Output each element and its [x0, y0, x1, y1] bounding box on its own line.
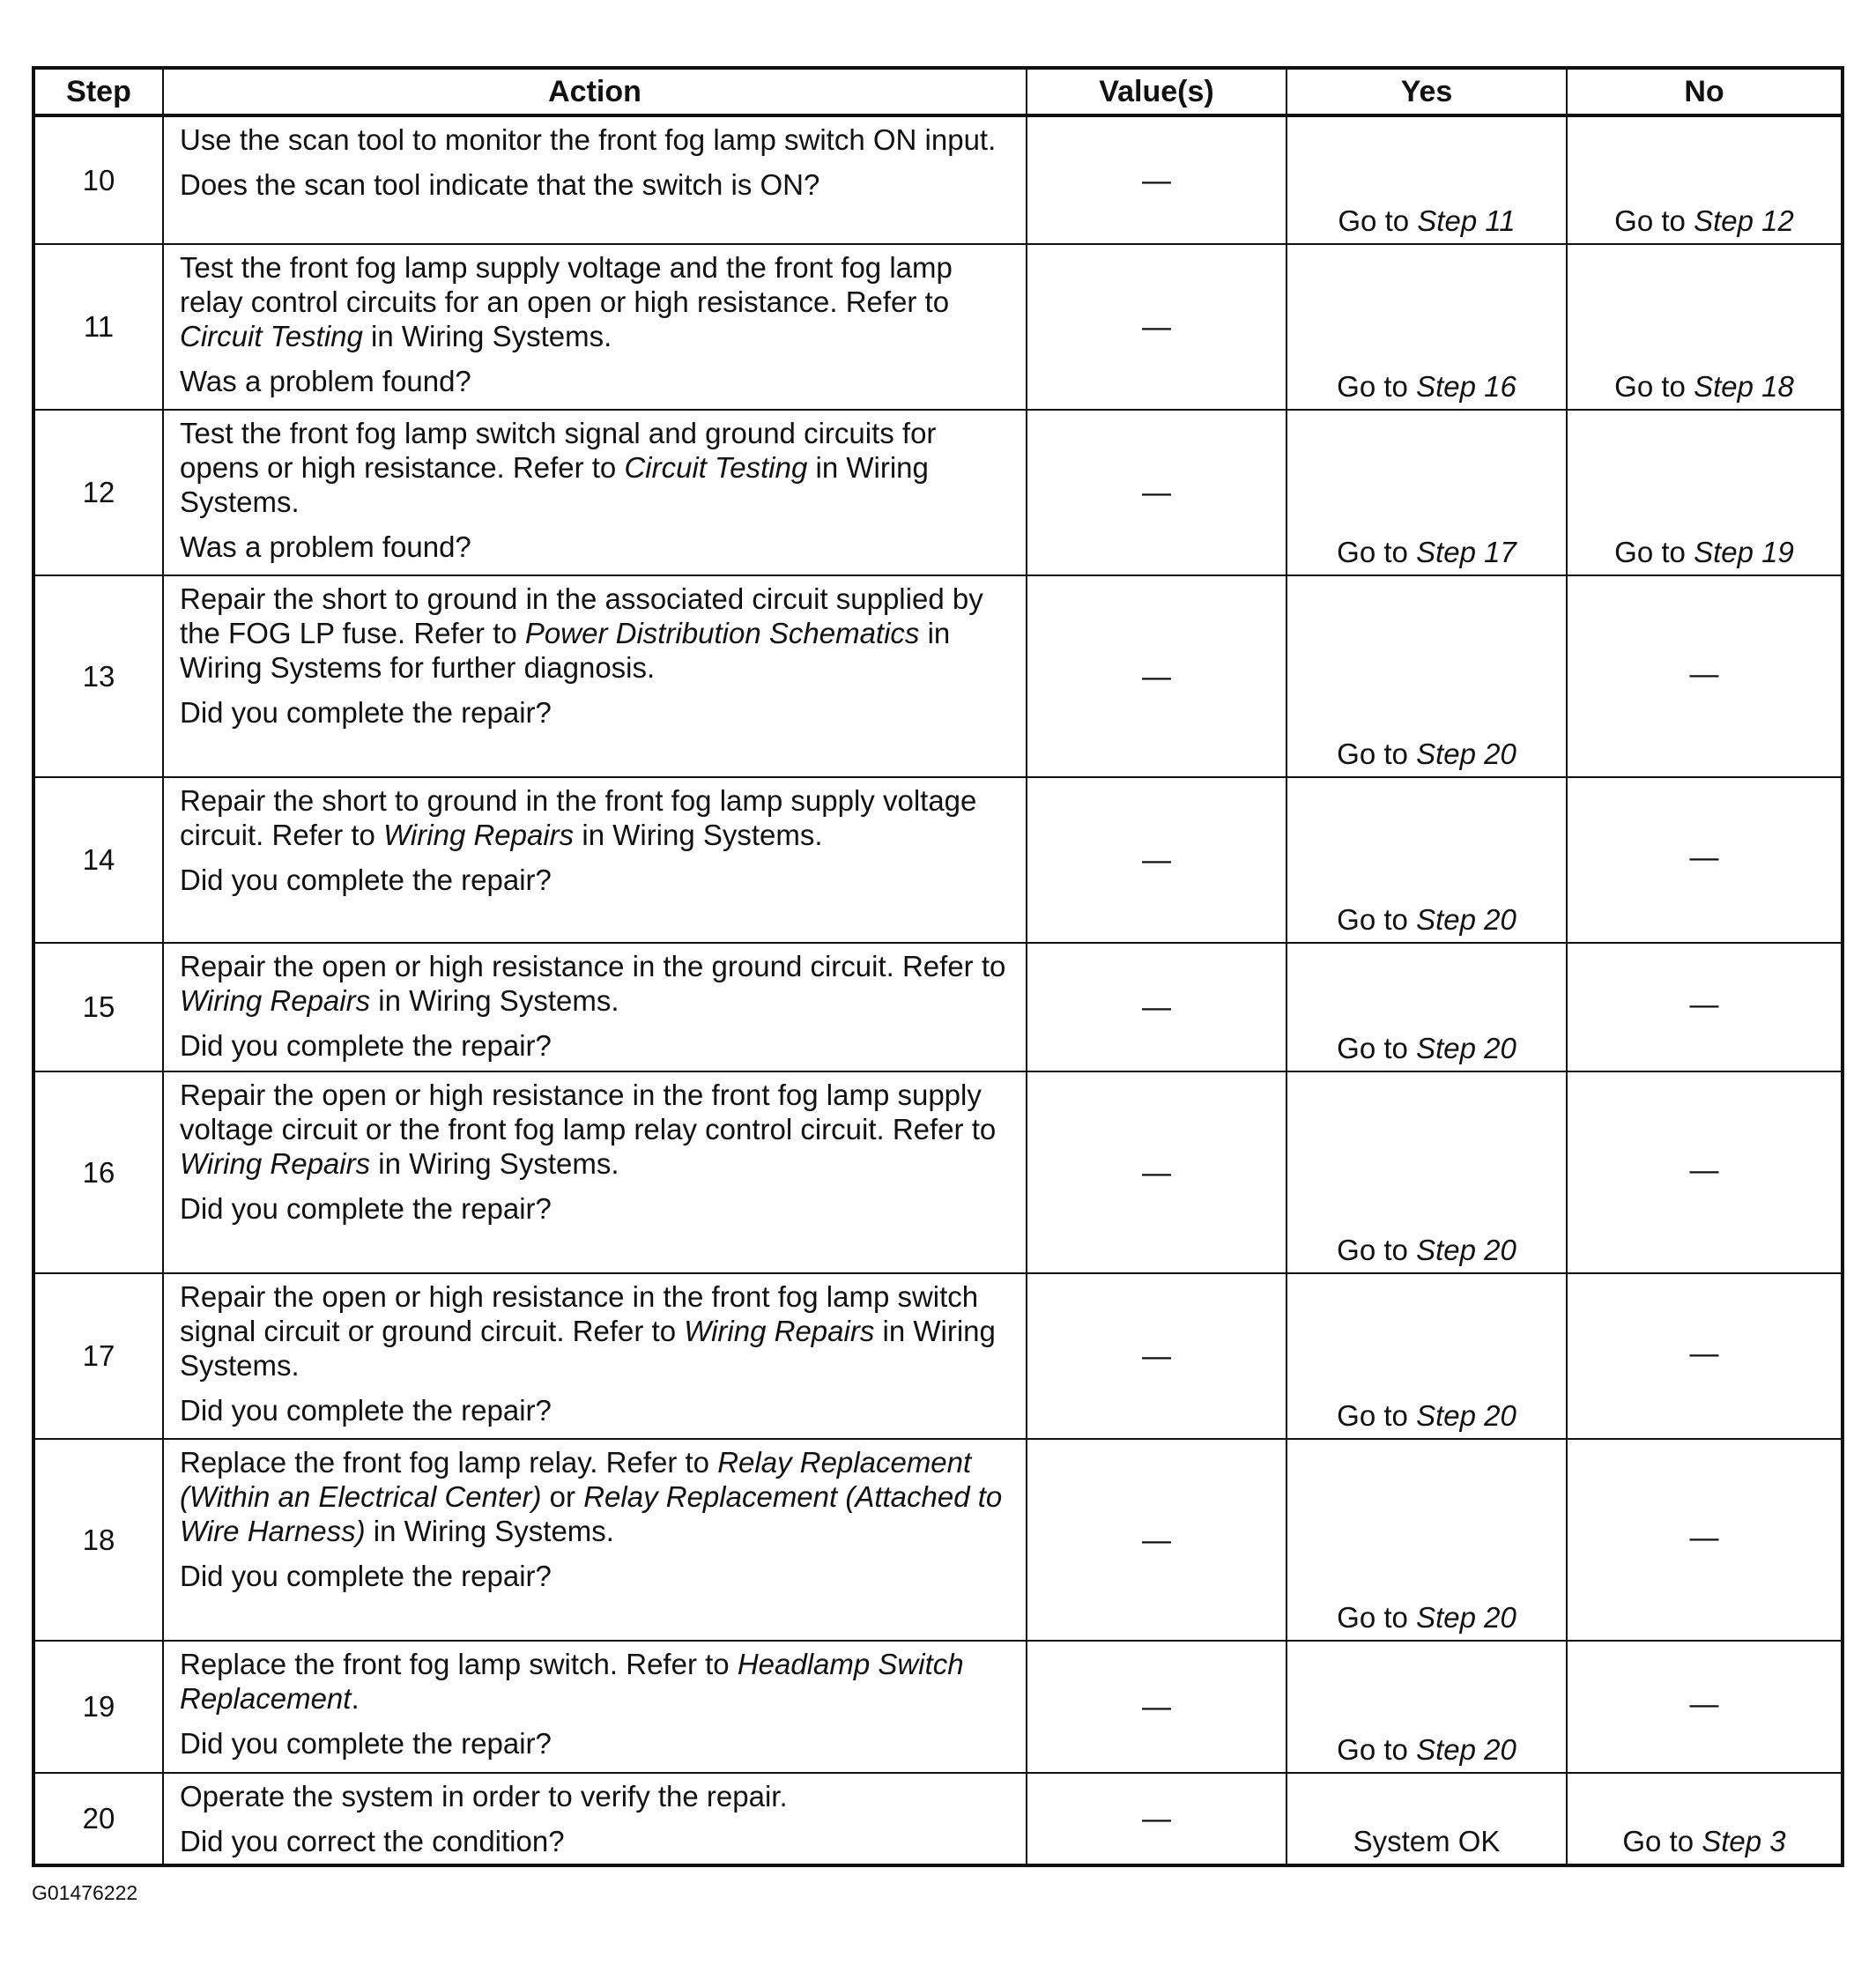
no-cell	[1567, 410, 1843, 575]
step-number: 10	[33, 115, 163, 244]
value-cell: —	[1027, 410, 1287, 575]
yes-cell	[1287, 777, 1567, 943]
no-cell	[1567, 1273, 1843, 1439]
yes-cell	[1287, 575, 1567, 777]
text-segment: in Wiring Systems.	[370, 1147, 619, 1180]
action-instruction	[180, 949, 1015, 1018]
header-action: Action	[163, 68, 1027, 115]
action-question: Does the scan tool indicate that the switch is ON?	[180, 168, 820, 201]
table-row	[33, 1273, 1843, 1439]
no-cell	[1567, 1641, 1843, 1773]
value-cell: —	[1027, 777, 1287, 943]
action-question: Did you complete the repair?	[180, 1727, 552, 1760]
reference-link: Step 20	[1416, 738, 1516, 770]
reference-link: Wiring Repairs	[180, 1147, 371, 1180]
text-segment: —	[1689, 1153, 1719, 1186]
text-segment: .	[351, 1682, 360, 1715]
text-segment: Go to	[1337, 536, 1417, 568]
reference-link: Step 16	[1416, 370, 1516, 403]
reference-link: Wiring Repairs	[383, 819, 575, 851]
text-segment: in Wiring Systems for further diagnosis.	[180, 617, 951, 684]
reference-link: Step 20	[1416, 903, 1516, 936]
reference-link: Step 17	[1416, 536, 1516, 568]
action-cell	[163, 1773, 1027, 1865]
header-step: Step	[33, 68, 163, 115]
action-instruction	[180, 1647, 1015, 1716]
text-segment: Go to	[1337, 903, 1417, 936]
action-question: Did you complete the repair?	[180, 1394, 552, 1427]
no-cell	[1567, 1773, 1843, 1865]
text-segment: in Wiring Systems.	[574, 819, 823, 851]
action-instruction	[180, 1445, 1015, 1548]
action-cell	[163, 777, 1027, 943]
action-question: Did you complete the repair?	[180, 1560, 552, 1592]
header-row	[33, 68, 1843, 115]
action-instruction	[180, 416, 1015, 519]
table-row	[33, 1071, 1843, 1273]
table-header	[33, 68, 1843, 115]
text-segment: Go to	[1614, 204, 1694, 237]
text-segment: —	[1689, 1520, 1719, 1553]
reference-link: Step 20	[1416, 1601, 1516, 1634]
reference-link: Headlamp Switch Replacement	[180, 1648, 964, 1715]
header-yes: Yes	[1287, 68, 1567, 115]
text-segment: Replace the front fog lamp relay. Refer to	[180, 1446, 718, 1479]
text-segment: Go to	[1337, 1733, 1417, 1766]
text-segment: Go to	[1614, 370, 1694, 403]
text-segment: Operate the system in order to verify the repair.	[180, 1780, 788, 1813]
yes-cell	[1287, 943, 1567, 1071]
table-row	[33, 777, 1843, 943]
action-cell	[163, 115, 1027, 244]
reference-link: Step 12	[1694, 204, 1794, 237]
value-cell: —	[1027, 115, 1287, 244]
value-cell: —	[1027, 943, 1287, 1071]
text-segment: in Wiring Systems.	[362, 320, 612, 352]
reference-link: Relay Replacement (Attached to Wire Harness)	[180, 1480, 1003, 1547]
header-values: Value(s)	[1027, 68, 1287, 115]
no-cell	[1567, 1439, 1843, 1641]
text-segment: Repair the open or high resistance in the ground circuit. Refer to	[180, 950, 1006, 982]
table-row	[33, 1773, 1843, 1865]
reference-link: Wiring Repairs	[180, 984, 371, 1017]
yes-cell	[1287, 410, 1567, 575]
text-segment: Repair the short to ground in the associated circuit supplied by the FOG LP fuse. Refer to	[180, 582, 983, 649]
action-cell	[163, 1273, 1027, 1439]
value-cell: —	[1027, 1641, 1287, 1773]
diagnostic-table	[32, 66, 1844, 1867]
text-segment: in Wiring Systems.	[370, 984, 619, 1017]
table-row	[33, 1439, 1843, 1641]
step-number: 17	[33, 1273, 163, 1439]
yes-cell	[1287, 1439, 1567, 1641]
action-cell	[163, 1641, 1027, 1773]
no-cell	[1567, 575, 1843, 777]
yes-cell	[1287, 244, 1567, 410]
action-instruction	[180, 122, 1015, 157]
value-cell: —	[1027, 244, 1287, 410]
text-segment: or	[541, 1480, 584, 1513]
reference-link: Step 20	[1416, 1032, 1516, 1064]
yes-cell	[1287, 1641, 1567, 1773]
action-question: Was a problem found?	[180, 365, 471, 397]
no-cell	[1567, 943, 1843, 1071]
yes-cell	[1287, 1071, 1567, 1273]
action-question: Did you complete the repair?	[180, 864, 552, 896]
action-instruction	[180, 1078, 1015, 1181]
text-segment: —	[1689, 1337, 1719, 1369]
text-segment: in Wiring Systems.	[180, 1315, 996, 1382]
action-question: Did you complete the repair?	[180, 1192, 552, 1225]
step-number: 13	[33, 575, 163, 777]
action-cell	[163, 244, 1027, 410]
text-segment: Repair the open or high resistance in the front fog lamp supply voltage circuit or the front fog lamp relay control circuit. Refer to	[180, 1079, 997, 1145]
table-row	[33, 115, 1843, 244]
text-segment: Test the front fog lamp supply voltage and the front fog lamp relay control circuits for an open or high resistance. Refer to	[180, 251, 953, 318]
action-cell	[163, 943, 1027, 1071]
value-cell: —	[1027, 1439, 1287, 1641]
reference-link: Step 20	[1416, 1234, 1516, 1266]
text-segment: Go to	[1338, 204, 1418, 237]
reference-link: Circuit Testing	[624, 451, 808, 484]
text-segment: —	[1689, 841, 1719, 873]
reference-link: Wiring Repairs	[684, 1315, 875, 1347]
reference-link: Step 3	[1702, 1825, 1786, 1857]
action-cell	[163, 1071, 1027, 1273]
value-cell: —	[1027, 1773, 1287, 1865]
text-segment: Go to	[1337, 1032, 1417, 1064]
action-question: Did you complete the repair?	[180, 696, 552, 729]
reference-link: Step 19	[1694, 536, 1794, 568]
table-row	[33, 575, 1843, 777]
reference-link: Power Distribution Schematics	[524, 617, 920, 649]
text-segment: Go to	[1337, 1601, 1417, 1634]
text-segment: Go to	[1614, 536, 1694, 568]
step-number: 15	[33, 943, 163, 1071]
value-cell: —	[1027, 1273, 1287, 1439]
text-segment: Go to	[1337, 370, 1417, 403]
step-number: 12	[33, 410, 163, 575]
no-cell	[1567, 1071, 1843, 1273]
step-number: 18	[33, 1439, 163, 1641]
action-instruction	[180, 783, 1015, 852]
step-number: 16	[33, 1071, 163, 1273]
step-number: 14	[33, 777, 163, 943]
reference-link: Step 11	[1417, 204, 1516, 237]
value-cell: —	[1027, 575, 1287, 777]
action-instruction	[180, 250, 1015, 353]
reference-link: Step 18	[1694, 370, 1794, 403]
text-segment: Repair the open or high resistance in the front fog lamp switch signal circuit or ground circuit. Refer to	[180, 1280, 979, 1347]
step-number: 11	[33, 244, 163, 410]
text-segment: —	[1689, 656, 1719, 690]
action-instruction	[180, 1779, 1015, 1813]
yes-cell	[1287, 115, 1567, 244]
table-body	[33, 115, 1843, 1865]
reference-link: Step 20	[1416, 1399, 1516, 1432]
action-question: Did you complete the repair?	[180, 1029, 552, 1062]
value-cell: —	[1027, 1071, 1287, 1273]
text-segment: Go to	[1337, 1234, 1417, 1266]
text-segment: in Wiring Systems.	[180, 451, 929, 518]
no-cell	[1567, 244, 1843, 410]
table-row	[33, 943, 1843, 1071]
action-question: Was a problem found?	[180, 530, 471, 563]
action-question: Did you correct the condition?	[180, 1825, 565, 1857]
text-segment: —	[1689, 1687, 1719, 1720]
action-instruction	[180, 1279, 1015, 1383]
figure-id: G01476222	[32, 1881, 138, 1904]
action-cell	[163, 575, 1027, 777]
text-segment: Use the scan tool to monitor the front fog lamp switch ON input.	[180, 123, 997, 156]
yes-cell	[1287, 1773, 1567, 1865]
reference-link: Circuit Testing	[180, 320, 363, 352]
header-no: No	[1567, 68, 1843, 115]
table-row	[33, 410, 1843, 575]
text-segment: Go to	[1337, 1399, 1417, 1432]
text-segment: in Wiring Systems.	[365, 1515, 614, 1547]
text-segment: Repair the short to ground in the front fog lamp supply voltage circuit. Refer to	[180, 784, 977, 851]
text-segment: System OK	[1353, 1825, 1501, 1857]
text-segment: Go to	[1622, 1825, 1702, 1857]
action-cell	[163, 1439, 1027, 1641]
action-cell	[163, 410, 1027, 575]
step-number: 20	[33, 1773, 163, 1865]
text-segment: Test the front fog lamp switch signal and ground circuits for opens or high resistance. Refer to	[180, 417, 937, 484]
yes-cell	[1287, 1273, 1567, 1439]
table-row	[33, 244, 1843, 410]
no-cell	[1567, 115, 1843, 244]
text-segment: Replace the front fog lamp switch. Refer to	[180, 1648, 738, 1680]
no-cell	[1567, 777, 1843, 943]
step-number: 19	[33, 1641, 163, 1773]
text-segment: Go to	[1337, 738, 1417, 770]
table-row	[33, 1641, 1843, 1773]
reference-link: Step 20	[1416, 1733, 1516, 1766]
text-segment: —	[1689, 988, 1719, 1020]
reference-link: Relay Replacement (Within an Electrical Center)	[180, 1446, 972, 1513]
action-instruction	[180, 582, 1015, 685]
